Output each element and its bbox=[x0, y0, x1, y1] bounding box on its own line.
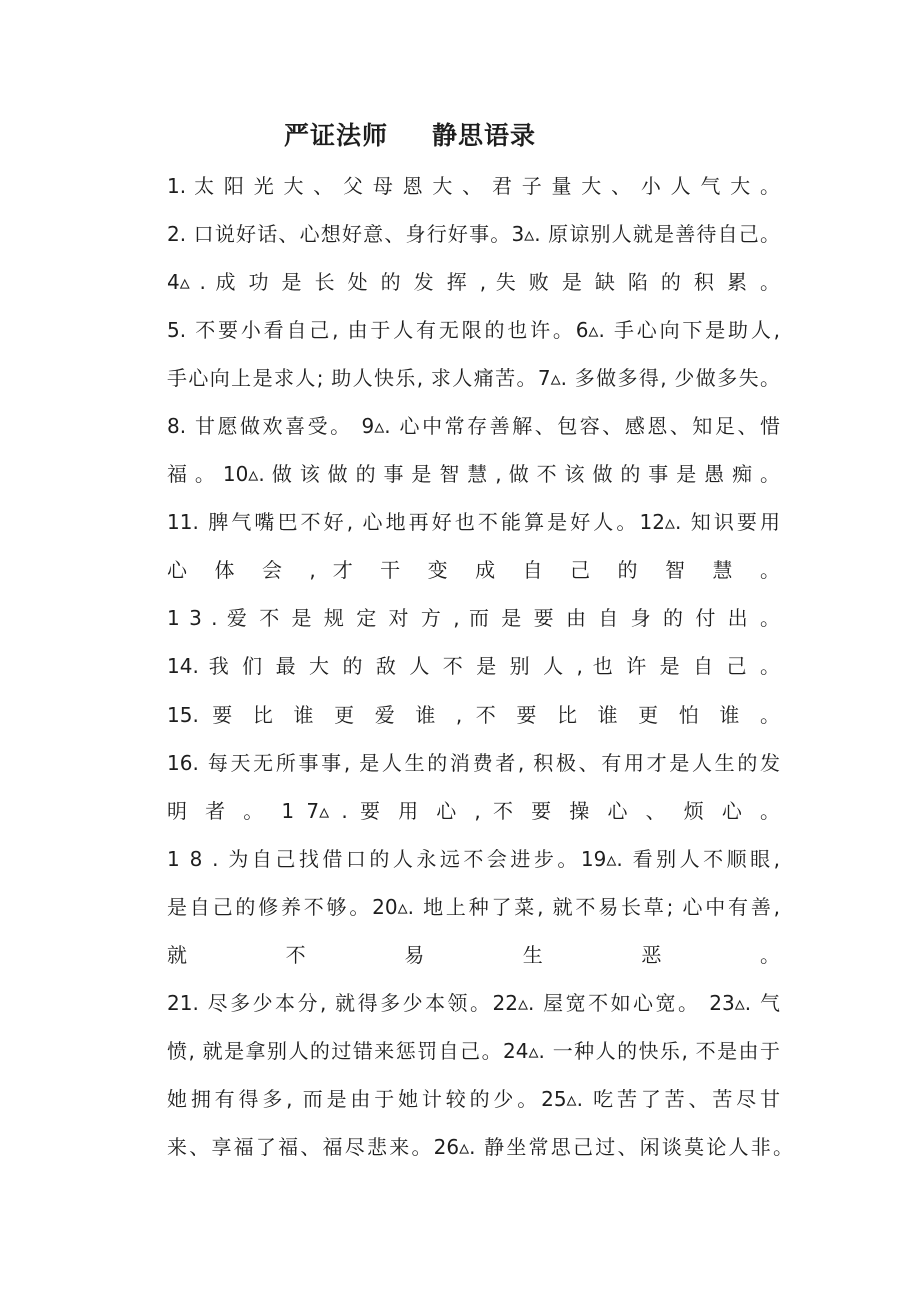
text-line: 1 8 . 为自己找借口的人永远不会进步。19▵. 看别人不顺眼, bbox=[167, 846, 780, 871]
text-line: 手心向上是求人; 助人快乐, 求人痛苦。7▵. 多做多得, 少做多失。 bbox=[167, 366, 780, 391]
text-line: 14. 我 们 最 大 的 敌 人 不 是 别 人 , 也 许 是 自 己 。 bbox=[167, 654, 780, 679]
text-line: 2. 口说好话、心想好意、身行好事。3▵. 原谅别人就是善待自己。 bbox=[167, 222, 780, 247]
text-line: 明 者 。 1 7▵ . 要 用 心 , 不 要 操 心 、 烦 心 。 bbox=[167, 798, 780, 823]
text-line: 来、享福了福、福尽悲来。26▵. 静坐常思己过、闲谈莫论人非。 bbox=[167, 1134, 793, 1159]
text-line: 1. 太 阳 光 大 、 父 母 恩 大 、 君 子 量 大 、 小 人 气 大 。 bbox=[167, 174, 780, 198]
document-title bbox=[0, 116, 820, 152]
text-line: 4▵ . 成 功 是 长 处 的 发 挥 , 失 败 是 缺 陷 的 积 累 。 bbox=[167, 270, 780, 295]
text-line: 8. 甘愿做欢喜受。 9▵. 心中常存善解、包容、感恩、知足、惜 bbox=[167, 414, 780, 439]
text-line: 愤, 就是拿别人的过错来惩罚自己。24▵. 一种人的快乐, 不是由于 bbox=[167, 1038, 780, 1063]
text-line: 16. 每天无所事事, 是人生的消费者, 积极、有用才是人生的发 bbox=[167, 750, 780, 775]
text-line: 她拥有得多, 而是由于她计较的少。25▵. 吃苦了苦、苦尽甘 bbox=[167, 1086, 780, 1111]
text-line: 21. 尽多少本分, 就得多少本领。22▵. 屋宽不如心宽。 23▵. 气 bbox=[167, 990, 780, 1015]
text-line: 是自己的修养不够。20▵. 地上种了菜, 就不易长草; 心中有善, bbox=[167, 894, 780, 919]
text-line: 11. 脾气嘴巴不好, 心地再好也不能算是好人。12▵. 知识要用 bbox=[167, 510, 780, 535]
title-main: 静思语录 bbox=[432, 121, 537, 150]
text-line: 15. 要 比 谁 更 爱 谁 , 不 要 比 谁 更 怕 谁 。 bbox=[167, 702, 780, 727]
text-line: 福 。 10▵. 做 该 做 的 事 是 智 慧 , 做 不 该 做 的 事 是 愚 痴 。 bbox=[167, 462, 780, 487]
quote-list bbox=[167, 168, 793, 1177]
title-author: 严证法师 bbox=[283, 121, 388, 150]
text-line: 1 3 . 爱 不 是 规 定 对 方 , 而 是 要 由 自 身 的 付 出 。 bbox=[167, 606, 780, 631]
text-line: 5. 不要小看自己, 由于人有无限的也许。6▵. 手心向下是助人, bbox=[167, 318, 780, 343]
text-line: 心 体 会 , 才 干 变 成 自 己 的 智 慧 。 bbox=[167, 558, 780, 583]
text-line: 就 不 易 生 恶 。 bbox=[167, 942, 780, 967]
